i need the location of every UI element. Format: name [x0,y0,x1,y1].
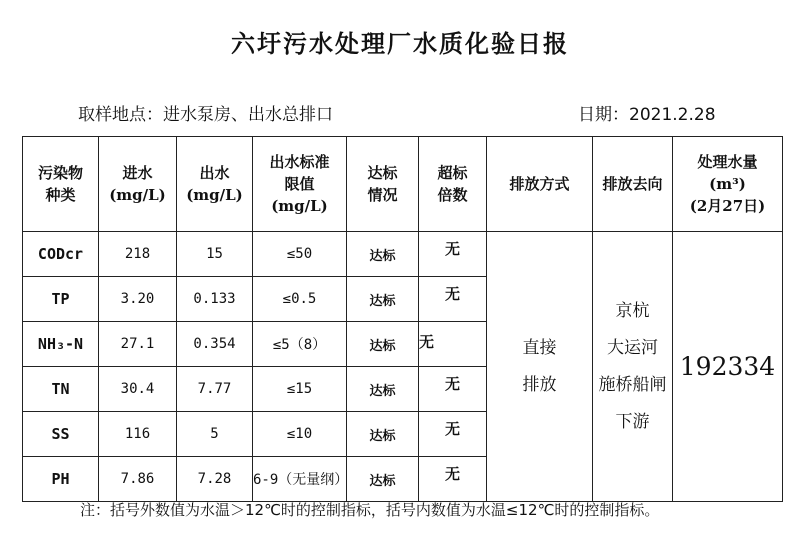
status-cell: 达标 [347,457,419,502]
status-cell: 达标 [347,322,419,367]
inflow-cell: 7.86 [99,457,177,502]
limit-cell: ≤50 [253,232,347,277]
exceed-cell: 无 [419,367,487,412]
status-cell: 达标 [347,232,419,277]
footnote: 注：括号外数值为水温＞12℃时的控制指标，括号内数值为水温≤12℃时的控制指标。 [80,501,660,519]
header-outflow: 出水 (mg/L) [177,137,253,232]
pollutant-cell: TP [23,277,99,322]
inflow-cell: 218 [99,232,177,277]
table-row [23,232,783,277]
header-limit: 出水标准 限值 (mg/L) [253,137,347,232]
inflow-cell: 30.4 [99,367,177,412]
status-cell: 达标 [347,412,419,457]
inflow-cell: 27.1 [99,322,177,367]
exceed-cell: 无 [419,457,487,502]
outflow-cell: 0.133 [177,277,253,322]
limit-cell: ≤15 [253,367,347,412]
outflow-cell: 0.354 [177,322,253,367]
status-cell: 达标 [347,367,419,412]
pollutant-cell: PH [23,457,99,502]
header-row [23,137,783,232]
header-volume: 处理水量 (m³) (2月27日) [673,137,783,232]
report-title: 六圩污水处理厂水质化验日报 [231,30,569,58]
report-date: 日期：2021.2.28 [578,105,716,125]
sampling-location: 取样地点：进水泵房、出水总排口 [78,105,333,125]
outflow-cell: 15 [177,232,253,277]
header-status: 达标 情况 [347,137,419,232]
header-discharge-dest: 排放去向 [593,137,673,232]
inflow-cell: 3.20 [99,277,177,322]
outflow-cell: 7.28 [177,457,253,502]
inflow-cell: 116 [99,412,177,457]
header-pollutant: 污染物 种类 [23,137,99,232]
status-cell: 达标 [347,277,419,322]
discharge-mode-cell: 直接 排放 [487,232,593,502]
header-discharge-mode: 排放方式 [487,137,593,232]
limit-cell: ≤0.5 [253,277,347,322]
exceed-cell: 无 [419,322,487,367]
limit-cell: ≤5（8） [253,322,347,367]
header-inflow: 进水 (mg/L) [99,137,177,232]
outflow-cell: 7.77 [177,367,253,412]
exceed-cell: 无 [419,232,487,277]
exceed-cell: 无 [419,277,487,322]
volume-cell: 192334 [673,232,783,502]
header-exceed: 超标 倍数 [419,137,487,232]
limit-cell: 6-9（无量纲） [253,457,347,502]
discharge-dest-cell: 京杭 大运河 施桥船闸 下游 [593,232,673,502]
exceed-cell: 无 [419,412,487,457]
pollutant-cell: CODcr [23,232,99,277]
pollutant-cell: TN [23,367,99,412]
pollutant-cell: NH₃-N [23,322,99,367]
outflow-cell: 5 [177,412,253,457]
pollutant-cell: SS [23,412,99,457]
water-quality-table [22,136,783,502]
limit-cell: ≤10 [253,412,347,457]
